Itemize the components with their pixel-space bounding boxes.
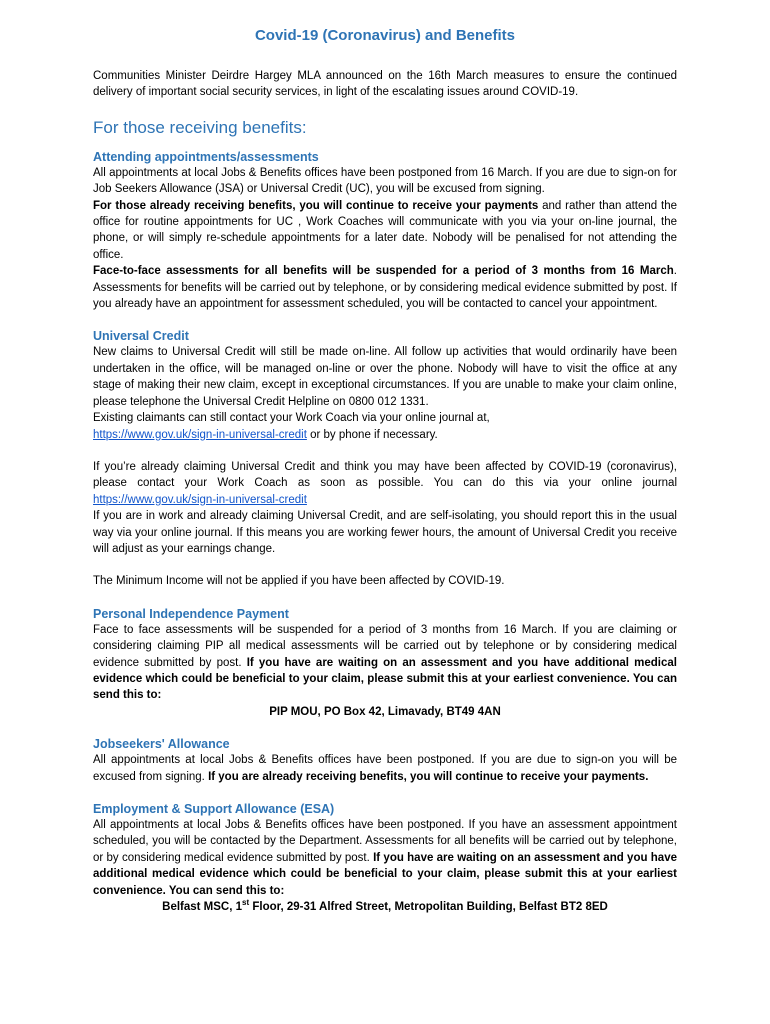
pip-heading: Personal Independence Payment [93, 606, 289, 621]
attending-p3-rest: . Assessments for benefits will be carried out by telephone, or by considering medical evidence submitted by post. If you already have an appointment for assessment scheduled, you will be contacted to cancel your appointment. [93, 265, 677, 311]
uc-signin-link-2[interactable]: https://www.gov.uk/sign-in-universal-credit [93, 493, 307, 506]
uc-signin-link-1[interactable]: https://www.gov.uk/sign-in-universal-credit [93, 428, 307, 441]
esa-p1-bold: If you have are waiting on an assessment and you have additional medical evidence which could be beneficial to your claim, please submit this at your earliest convenience. You can send this to: [93, 851, 677, 897]
document-page [93, 26, 677, 915]
uc-p3-text: If you’re already claiming Universal Credit and think you may have been affected by COVID-19 (coronavirus), please contact your Work Coach as soon as possible. You can do this via your online journal [93, 460, 677, 490]
esa-paragraph [93, 817, 677, 899]
pip-p1-text: Face to face assessments will be suspended for a period of 3 months from 16 March. If you are claiming or considering claiming PIP all medical assessments will be carried out by telephone or by considering medical evidence submitted by post. [93, 623, 677, 669]
esa-p1-text: All appointments at local Jobs & Benefits offices have been postponed. If you have an assessment appointment scheduled, you will be contacted by the Department. Assessments for all benefits will be carried out by telephone, or by considering medical evidence submitted by post. [93, 819, 677, 864]
esa-heading: Employment & Support Allowance (ESA) [93, 802, 335, 816]
esa-address-post: Floor, 29-31 Alfred Street, Metropolitan Building, Belfast BT2 8ED [249, 901, 608, 914]
pip-p1-bold: If you have are waiting on an assessment and you have additional medical evidence which could be beneficial to your claim, please submit this at your earliest convenience. You can send this to: [93, 656, 677, 702]
pip-address [93, 704, 677, 720]
section-heading: For those receiving benefits: [93, 117, 307, 137]
attending-paragraph-1: All appointments at local Jobs & Benefits offices have been postponed from 16 March. If you are due to sign-on for Job Seekers Allowance (JSA) or Universal Credit (UC), you will be excused from signing. [93, 166, 677, 196]
attending-paragraph-3 [93, 263, 677, 312]
esa-address-text [162, 898, 608, 914]
uc-paragraph-5: The Minimum Income will not be applied if you have been affected by COVID-19. [93, 575, 505, 588]
pip-address-text: PIP MOU, PO Box 42, Limavady, BT49 4AN [269, 705, 501, 718]
attending-p2-bold: For those already receiving benefits, you will continue to receive your payments [93, 199, 539, 212]
attending-p2-rest: and rather than attend the office for routine appointments for UC , Work Coaches will communicate with you via your on-line journal, the phone, or will simply re-schedule appointments for a later date. Nobody will be penalised for not attending the office. [93, 199, 677, 261]
esa-address-sup: st [242, 898, 250, 908]
uc-paragraph-1: New claims to Universal Credit will still be made on-line. All follow up activities that would ordinarily have been undertaken in the office, will be managed on-line or over the phone. Nobody will have to visit the office at any stage of making their new claim, except in exceptional circumstances. If you are unable to make your claim online, please telephone the Universal Credit Helpline on 0800 012 1331. [93, 346, 677, 408]
uc-p2-text: Existing claimants can still contact your Work Coach via your online journal at, [93, 412, 490, 425]
esa-address-pre: Belfast MSC, 1 [162, 901, 243, 914]
intro-paragraph: Communities Minister Deirdre Hargey MLA announced on the 16th March measures to ensure the continued delivery of important social security services, in light of the escalating issues around COVID-19. [93, 70, 677, 99]
jsa-paragraph [93, 752, 677, 785]
attending-p3-bold: Face-to-face assessments for all benefits will be suspended for a period of 3 months from 16 March [93, 265, 674, 278]
uc-heading: Universal Credit [93, 329, 189, 344]
uc-paragraph-4: If you are in work and already claiming Universal Credit, and are self-isolating, you should report this in the usual way via your online journal. If this means you are working fewer hours, the amount of Universal Credit you receive will adjust as your earnings change. [93, 510, 677, 555]
pip-paragraph [93, 622, 677, 704]
page-title: Covid-19 (Coronavirus) and Benefits [254, 27, 516, 44]
esa-address [93, 899, 677, 915]
attending-heading: Attending appointments/assessments [93, 149, 319, 164]
uc-paragraph-2 [93, 410, 677, 443]
attending-paragraph-2 [93, 198, 677, 264]
uc-p2-tail: or by phone if necessary. [306, 428, 438, 441]
uc-paragraph-3 [93, 459, 677, 508]
jsa-p1-bold: If you are already receiving benefits, you will continue to receive your payments. [208, 770, 649, 783]
jsa-heading: Jobseekers' Allowance [93, 737, 230, 752]
jsa-p1-text: All appointments at local Jobs & Benefits offices have been postponed. If you are due to sign-on you will be excused from signing. [93, 754, 677, 783]
